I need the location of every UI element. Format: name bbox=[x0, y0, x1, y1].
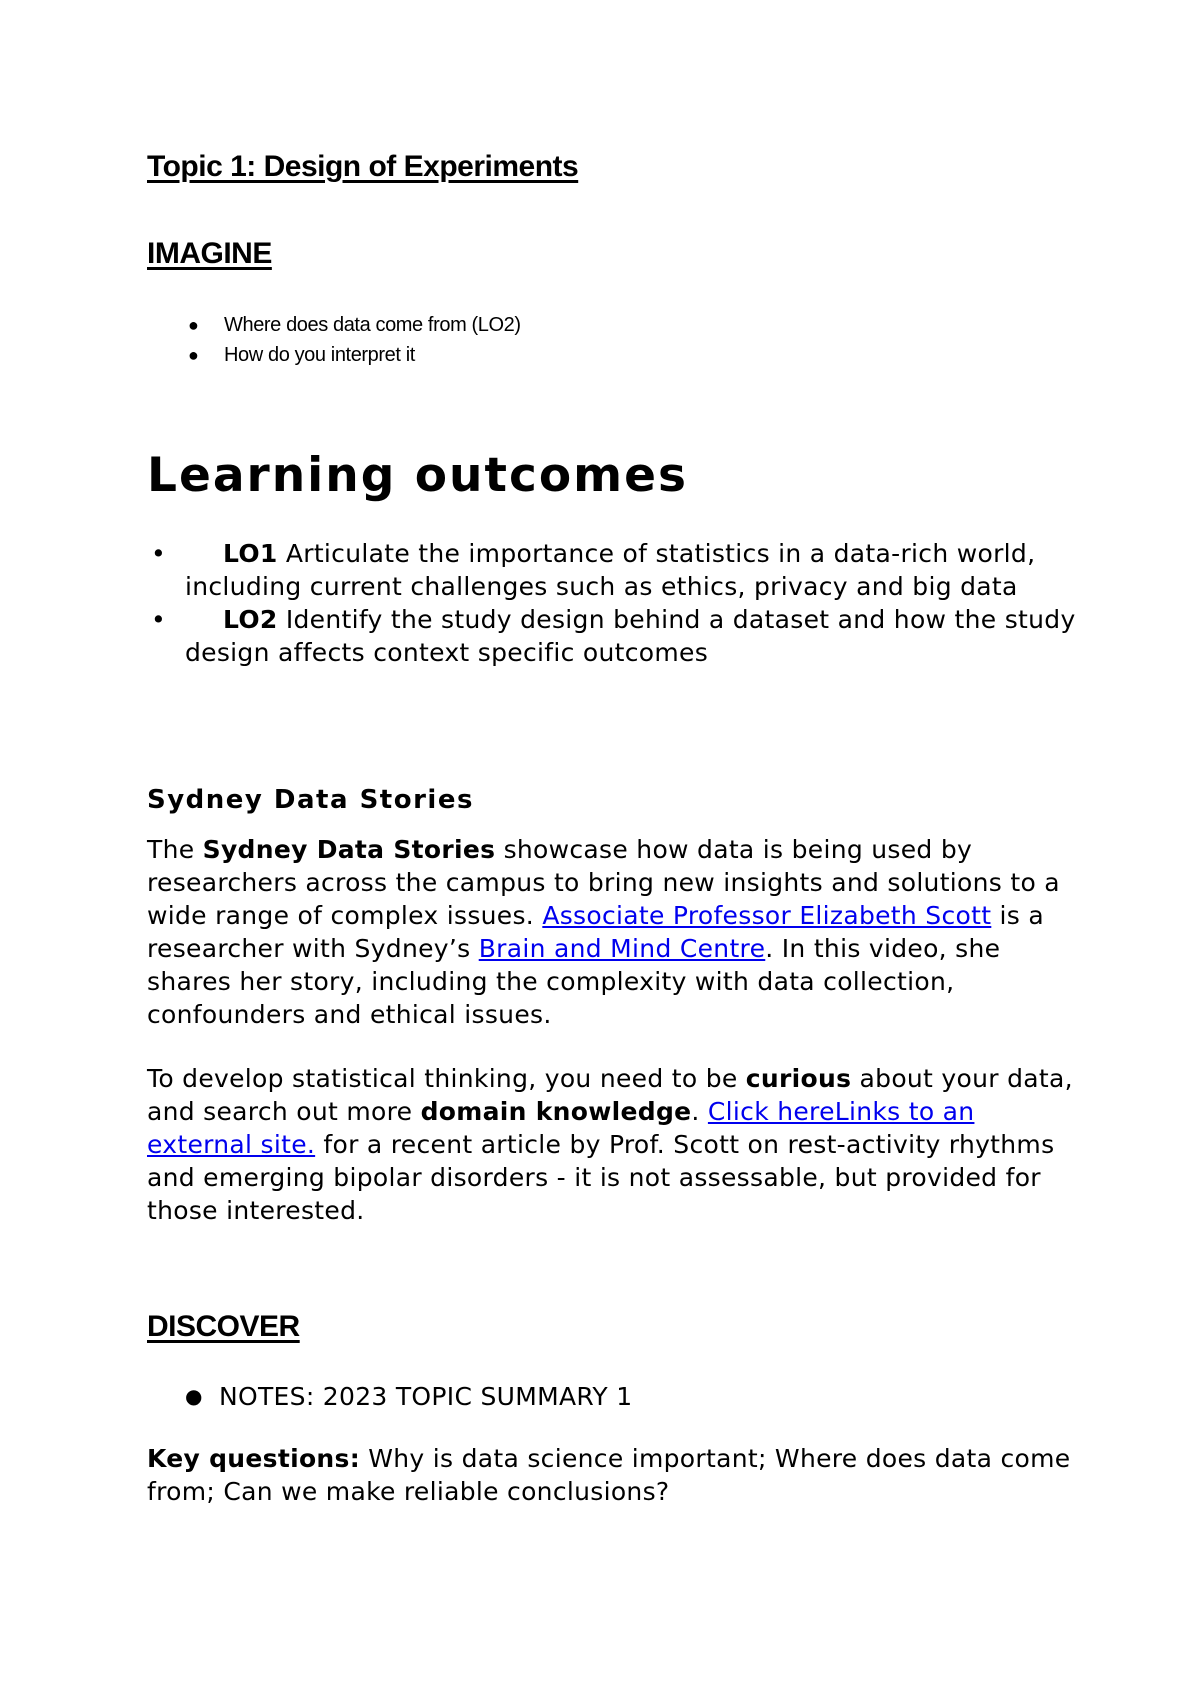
bullet-icon: ● bbox=[188, 315, 199, 335]
associate-professor-link[interactable]: Associate Professor Elizabeth Scott bbox=[542, 901, 992, 930]
imagine-list bbox=[147, 310, 521, 370]
learning-outcomes-heading: Learning outcomes bbox=[147, 448, 688, 503]
imagine-heading: IMAGINE bbox=[147, 237, 272, 270]
list-item: • LO1 Articulate the importance of statistics in a data-rich world, including current challenges such as ethics, privacy and big data bbox=[151, 539, 1036, 601]
statistical-thinking-paragraph: To develop statistical thinking, you need to be curious about your data, and search out more domain knowledge. Click hereLinks to an external site. for a recent article by Prof. Scott on rest-activity rhythms and emerging bipolar disorders - it is not assessable, but provided for those interested. bbox=[147, 1064, 1073, 1225]
learning-outcomes-list bbox=[147, 537, 1077, 669]
sydney-data-stories-heading: Sydney Data Stories bbox=[147, 785, 474, 815]
bullet-icon: • bbox=[151, 605, 167, 634]
sydney-data-stories-paragraph: The Sydney Data Stories showcase how data is being used by researchers across the campus to bring new insights and solutions to a wide range of complex issues. Associate Professor Elizabeth Scott is a researcher with Sydney’s Brain and Mind Centre. In this video, she shares her story, including the complexity with data collection, confounders and ethical issues. bbox=[147, 835, 1060, 1029]
bullet-icon: • bbox=[151, 539, 167, 568]
click-here-link[interactable]: Click hereLinks to an external site. bbox=[147, 1097, 975, 1159]
list-item: • LO2 Identify the study design behind a dataset and how the study design affects context specific outcomes bbox=[151, 605, 1076, 667]
topic-title: Topic 1: Design of Experiments bbox=[147, 150, 579, 183]
discover-list bbox=[147, 1380, 632, 1413]
lo-code: LO1 bbox=[223, 539, 278, 568]
list-item: ● Where does data come from (LO2) bbox=[147, 310, 521, 340]
bullet-icon: ● bbox=[188, 345, 199, 365]
list-item: ● NOTES: 2023 TOPIC SUMMARY 1 bbox=[185, 1382, 633, 1411]
discover-heading: DISCOVER bbox=[147, 1310, 300, 1343]
key-questions-paragraph: Key questions: Why is data science important; Where does data come from; Can we make reliable conclusions? bbox=[147, 1444, 1071, 1506]
bullet-icon: ● bbox=[185, 1384, 203, 1408]
lo-code: LO2 bbox=[223, 605, 278, 634]
brain-and-mind-centre-link[interactable]: Brain and Mind Centre bbox=[478, 934, 766, 963]
list-item: ● How do you interpret it bbox=[147, 340, 521, 370]
key-questions-label: Key questions: bbox=[147, 1444, 360, 1473]
